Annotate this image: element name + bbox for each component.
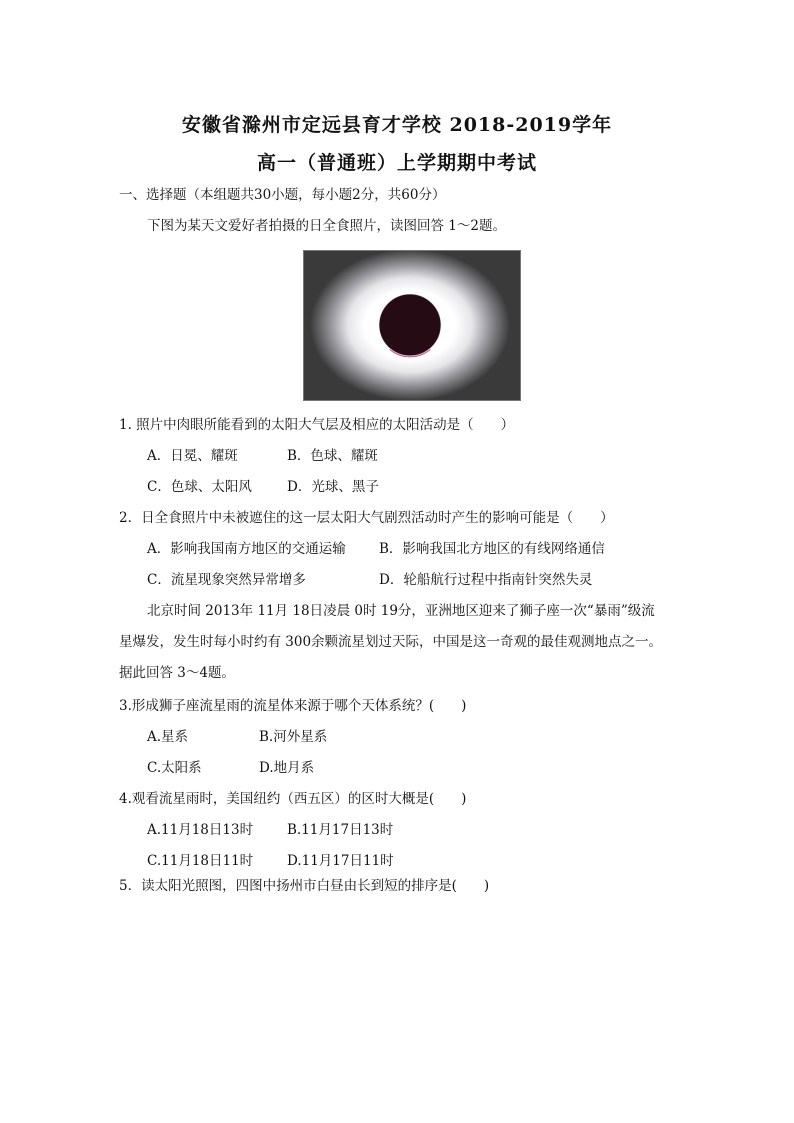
passage-line-1: 北京时间 2013年 11月 18日凌晨 0时 19分，亚洲地区迎来了狮子座一次“暴雨”级流 [147, 603, 655, 619]
question-1-option-b: B．色球、耀斑 [287, 448, 378, 464]
question-3-option-c: C.太阳系 [147, 760, 202, 776]
eclipse-image [304, 251, 520, 400]
question-2-stem: 2．日全食照片中未被遮住的这一层太阳大气剧烈活动时产生的影响可能是（ ） [119, 510, 614, 526]
question-1-option-a: A．日冕、耀斑 [147, 448, 238, 464]
question-3-option-d: D.地月系 [259, 760, 315, 776]
question-1-option-d: D．光球、黑子 [287, 479, 379, 495]
question-2-option-a: A．影响我国南方地区的交通运输 [147, 541, 346, 557]
question-4-option-d: D.11月17日11时 [287, 853, 394, 869]
question-3-option-b: B.河外星系 [259, 729, 328, 745]
question-4-stem: 4.观看流星雨时，美国纽约（西五区）的区时大概是( ) [119, 791, 467, 807]
question-2-option-b: B．影响我国北方地区的有线网络通信 [379, 541, 605, 557]
document-title-line2: 高一（普通班）上学期期中考试 [256, 152, 537, 174]
passage-line-2: 星爆发，发生时每小时约有 300余颗流星划过天际，中国是这一奇观的最佳观测地点之一。 [119, 634, 663, 650]
section-heading: 一、选择题（本组题共30小题，每小题2分，共60分） [119, 187, 446, 203]
passage-line-3: 据此回答 3～4题。 [119, 665, 235, 681]
question-4-option-b: B.11月17日13时 [287, 822, 394, 838]
question-2-option-d: D．轮船航行过程中指南针突然失灵 [379, 572, 593, 588]
section-intro: 下图为某天文爱好者拍摄的日全食照片，读图回答 1～2题。 [147, 218, 506, 234]
question-5-stem: 5．读太阳光照图，四图中扬州市白昼由长到短的排序是( ) [119, 878, 490, 894]
document-title-line1: 安徽省滁州市定远县育才学校 2018-2019学年 [181, 114, 613, 136]
question-4-option-a: A.11月18日13时 [147, 822, 254, 838]
question-2-option-c: C．流星现象突然异常增多 [147, 572, 306, 588]
question-3-stem: 3.形成狮子座流星雨的流星体来源于哪个天体系统？( ) [119, 698, 467, 714]
question-1-stem: 1. 照片中肉眼所能看到的太阳大气层及相应的太阳活动是（ ） [119, 417, 515, 433]
question-3-option-a: A.星系 [147, 729, 189, 745]
solar-eclipse-photo [303, 250, 521, 401]
question-1-option-c: C．色球、太阳风 [147, 479, 252, 495]
question-4-option-c: C.11月18日11时 [147, 853, 254, 869]
